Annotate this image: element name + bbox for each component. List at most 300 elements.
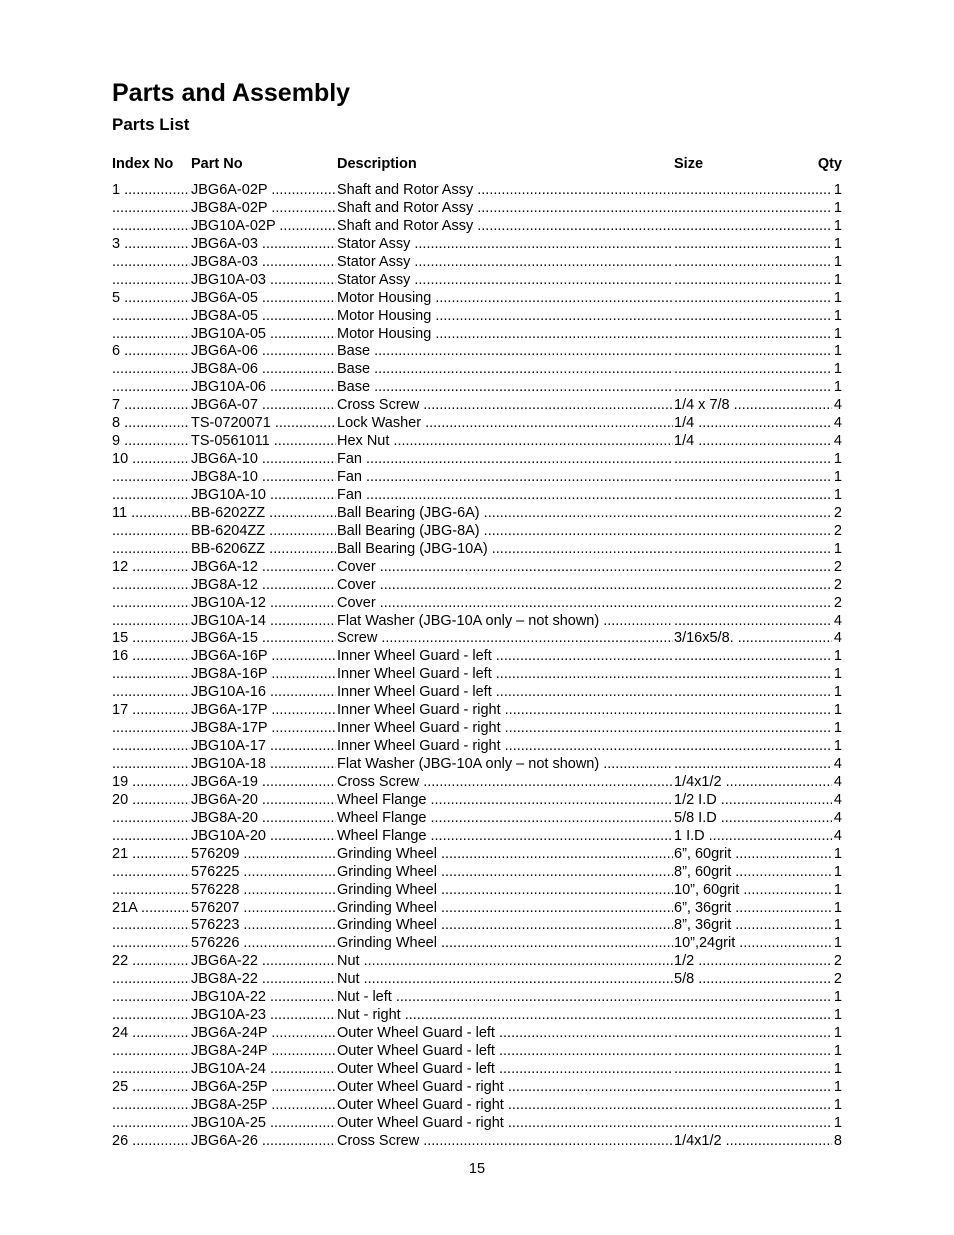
parts-row bbox=[112, 953, 842, 971]
parts-row bbox=[112, 1043, 842, 1061]
row-qty-cell: 4 bbox=[833, 397, 842, 414]
row-part-cell: JBG6A-03 ..... bbox=[191, 236, 336, 254]
row-qty-cell: 4 bbox=[833, 791, 842, 808]
row-description-cell: Shaft and Rotor Assy ..... bbox=[337, 182, 673, 200]
row-size-cell bbox=[674, 577, 832, 595]
row-qty-cell: 1 bbox=[833, 684, 842, 701]
row-description-cell: Outer Wheel Guard - right ..... bbox=[337, 1079, 673, 1097]
row-part-cell: BB-6204ZZ ..... bbox=[191, 523, 336, 541]
row-index-cell bbox=[112, 810, 190, 828]
row-description-cell: Nut ..... bbox=[337, 971, 673, 989]
row-description-cell: Inner Wheel Guard - left ..... bbox=[337, 684, 673, 702]
row-description-cell: Grinding Wheel ..... bbox=[337, 935, 673, 953]
row-size-cell bbox=[674, 1079, 832, 1097]
row-index-cell bbox=[112, 541, 190, 559]
row-qty-cell: 4 bbox=[833, 809, 842, 826]
parts-row bbox=[112, 218, 842, 236]
column-header-description: Description bbox=[337, 156, 417, 172]
row-part-cell: JBG6A-10 ..... bbox=[191, 451, 336, 469]
row-part-cell: JBG6A-05 ..... bbox=[191, 290, 336, 308]
row-size-cell bbox=[674, 666, 832, 684]
parts-row bbox=[112, 684, 842, 702]
row-qty-cell: 4 bbox=[833, 433, 842, 450]
row-part-cell: JBG6A-17P ..... bbox=[191, 702, 336, 720]
row-part-cell: JBG8A-12 ..... bbox=[191, 577, 336, 595]
row-qty-cell: 4 bbox=[833, 756, 842, 772]
row-qty-cell: 1 bbox=[833, 469, 842, 485]
row-qty-cell: 1 bbox=[833, 1114, 842, 1131]
row-part-cell: JBG10A-25 ..... bbox=[191, 1115, 336, 1133]
row-description-cell: Outer Wheel Guard - right ..... bbox=[337, 1115, 673, 1133]
row-part-cell: JBG10A-16 ..... bbox=[191, 684, 336, 702]
parts-row bbox=[112, 361, 842, 379]
parts-row bbox=[112, 882, 842, 900]
row-size-cell bbox=[674, 343, 832, 361]
row-qty-cell: 4 bbox=[833, 827, 842, 844]
page-title: Parts and Assembly bbox=[112, 79, 351, 107]
row-part-cell: JBG10A-22 ..... bbox=[191, 989, 336, 1007]
parts-row bbox=[112, 864, 842, 882]
row-part-cell: JBG8A-02P ..... bbox=[191, 200, 336, 218]
row-size-cell: 1 I.D ..... bbox=[674, 828, 832, 846]
row-qty-cell: 1 bbox=[833, 307, 842, 324]
parts-row bbox=[112, 451, 842, 469]
parts-row bbox=[112, 254, 842, 272]
row-description-cell: Flat Washer (JBG-10A only – not shown) ..... bbox=[337, 613, 673, 631]
parts-row bbox=[112, 900, 842, 918]
row-index-cell bbox=[112, 595, 190, 613]
row-description-cell: Nut ..... bbox=[337, 953, 673, 971]
row-description-cell: Grinding Wheel ..... bbox=[337, 864, 673, 882]
row-size-cell: 1/4 ..... bbox=[674, 433, 832, 451]
row-part-cell: JBG10A-02P ..... bbox=[191, 218, 336, 236]
row-part-cell: BB-6206ZZ ..... bbox=[191, 541, 336, 559]
row-qty-cell: 2 bbox=[833, 558, 842, 575]
row-index-cell bbox=[112, 935, 190, 953]
row-size-cell bbox=[674, 523, 832, 541]
parts-row bbox=[112, 666, 842, 684]
row-description-cell: Nut - left ..... bbox=[337, 989, 673, 1007]
row-size-cell: 1/4 x 7/8 ..... bbox=[674, 397, 832, 415]
row-size-cell bbox=[674, 379, 832, 397]
row-size-cell bbox=[674, 702, 832, 720]
row-index-cell bbox=[112, 361, 190, 379]
row-part-cell: JBG10A-14 ..... bbox=[191, 613, 336, 631]
column-header-size: Size bbox=[674, 156, 704, 172]
row-qty-cell: 1 bbox=[833, 379, 842, 396]
parts-row bbox=[112, 272, 842, 290]
row-part-cell: JBG10A-03 ..... bbox=[191, 272, 336, 290]
row-size-cell: 1/4 ..... bbox=[674, 415, 832, 433]
row-index-cell bbox=[112, 326, 190, 344]
row-index-cell bbox=[112, 1097, 190, 1115]
page-number: 15 bbox=[468, 1161, 486, 1177]
row-size-cell bbox=[674, 541, 832, 559]
row-index-cell bbox=[112, 613, 190, 631]
column-header-index: Index No bbox=[112, 156, 174, 172]
row-size-cell: 10”, 60grit ..... bbox=[674, 882, 832, 900]
row-qty-cell: 1 bbox=[833, 917, 842, 934]
row-part-cell: JBG6A-15 ..... bbox=[191, 630, 336, 648]
row-description-cell: Grinding Wheel ..... bbox=[337, 882, 673, 900]
row-size-cell bbox=[674, 1115, 832, 1133]
row-index-cell bbox=[112, 523, 190, 541]
row-qty-cell: 4 bbox=[833, 773, 842, 790]
row-size-cell: 10”,24grit ..... bbox=[674, 935, 832, 953]
row-description-cell: Cover ..... bbox=[337, 595, 673, 613]
row-size-cell bbox=[674, 559, 832, 577]
parts-row bbox=[112, 630, 842, 648]
row-description-cell: Wheel Flange ..... bbox=[337, 828, 673, 846]
row-description-cell: Outer Wheel Guard - left ..... bbox=[337, 1025, 673, 1043]
column-header-part: Part No bbox=[191, 156, 243, 172]
row-size-cell: 1/4x1/2 ..... bbox=[674, 1133, 832, 1151]
row-qty-cell: 1 bbox=[833, 289, 842, 306]
row-part-cell: JBG8A-25P ..... bbox=[191, 1097, 336, 1115]
parts-row bbox=[112, 505, 842, 523]
row-index-cell: 24 ..... bbox=[112, 1025, 190, 1043]
row-description-cell: Inner Wheel Guard - right ..... bbox=[337, 702, 673, 720]
row-index-cell bbox=[112, 828, 190, 846]
parts-row bbox=[112, 1007, 842, 1025]
row-qty-cell: 8 bbox=[833, 1132, 842, 1149]
row-part-cell: JBG6A-19 ..... bbox=[191, 774, 336, 792]
row-size-cell bbox=[674, 989, 832, 1007]
row-part-cell: JBG10A-20 ..... bbox=[191, 828, 336, 846]
row-qty-cell: 1 bbox=[833, 182, 842, 198]
row-qty-cell: 2 bbox=[833, 522, 842, 539]
row-description-cell: Inner Wheel Guard - right ..... bbox=[337, 720, 673, 738]
row-qty-cell: 1 bbox=[833, 935, 842, 952]
row-part-cell: JBG10A-06 ..... bbox=[191, 379, 336, 397]
row-index-cell bbox=[112, 218, 190, 236]
row-description-cell: Fan ..... bbox=[337, 469, 673, 487]
row-description-cell: Inner Wheel Guard - left ..... bbox=[337, 648, 673, 666]
parts-row bbox=[112, 182, 842, 200]
row-index-cell bbox=[112, 308, 190, 326]
parts-row bbox=[112, 1079, 842, 1097]
row-part-cell: JBG10A-23 ..... bbox=[191, 1007, 336, 1025]
row-size-cell: 1/4x1/2 ..... bbox=[674, 774, 832, 792]
row-description-cell: Wheel Flange ..... bbox=[337, 792, 673, 810]
row-description-cell: Motor Housing ..... bbox=[337, 308, 673, 326]
row-part-cell: TS-0720071 ..... bbox=[191, 415, 336, 433]
section-subtitle: Parts List bbox=[112, 115, 190, 134]
row-description-cell: Motor Housing ..... bbox=[337, 290, 673, 308]
row-qty-cell: 1 bbox=[833, 540, 842, 557]
parts-row bbox=[112, 595, 842, 613]
row-size-cell bbox=[674, 200, 832, 218]
row-index-cell bbox=[112, 971, 190, 989]
row-index-cell: 5 ..... bbox=[112, 290, 190, 308]
row-index-cell bbox=[112, 917, 190, 935]
row-qty-cell: 2 bbox=[833, 953, 842, 970]
row-qty-cell: 1 bbox=[833, 881, 842, 898]
parts-row bbox=[112, 343, 842, 361]
row-part-cell: JBG8A-17P ..... bbox=[191, 720, 336, 738]
row-index-cell bbox=[112, 684, 190, 702]
row-qty-cell: 2 bbox=[833, 576, 842, 593]
row-qty-cell: 1 bbox=[833, 720, 842, 737]
row-size-cell bbox=[674, 451, 832, 469]
row-part-cell: JBG8A-22 ..... bbox=[191, 971, 336, 989]
row-size-cell bbox=[674, 236, 832, 254]
row-index-cell bbox=[112, 487, 190, 505]
row-description-cell: Ball Bearing (JBG-10A) ..... bbox=[337, 541, 673, 559]
row-description-cell: Cover ..... bbox=[337, 559, 673, 577]
row-size-cell bbox=[674, 272, 832, 290]
row-description-cell: Flat Washer (JBG-10A only – not shown) ..... bbox=[337, 756, 673, 774]
parts-row bbox=[112, 577, 842, 595]
row-size-cell bbox=[674, 613, 832, 631]
row-description-cell: Motor Housing ..... bbox=[337, 326, 673, 344]
row-size-cell: 5/8 I.D ..... bbox=[674, 810, 832, 828]
row-part-cell: 576209 ..... bbox=[191, 846, 336, 864]
row-size-cell bbox=[674, 1025, 832, 1043]
row-index-cell: 10 ..... bbox=[112, 451, 190, 469]
parts-row bbox=[112, 917, 842, 935]
row-part-cell: JBG6A-07 ..... bbox=[191, 397, 336, 415]
parts-row bbox=[112, 541, 842, 559]
row-qty-cell: 1 bbox=[833, 235, 842, 252]
row-index-cell: 3 ..... bbox=[112, 236, 190, 254]
row-qty-cell: 4 bbox=[833, 612, 842, 629]
row-index-cell: 17 ..... bbox=[112, 702, 190, 720]
row-part-cell: JBG6A-16P ..... bbox=[191, 648, 336, 666]
row-description-cell: Lock Washer ..... bbox=[337, 415, 673, 433]
row-description-cell: Wheel Flange ..... bbox=[337, 810, 673, 828]
row-size-cell bbox=[674, 1061, 832, 1079]
row-description-cell: Ball Bearing (JBG-6A) ..... bbox=[337, 505, 673, 523]
row-index-cell bbox=[112, 469, 190, 487]
parts-row bbox=[112, 1115, 842, 1133]
row-description-cell: Inner Wheel Guard - right ..... bbox=[337, 738, 673, 756]
row-part-cell: 576223 ..... bbox=[191, 917, 336, 935]
parts-row bbox=[112, 792, 842, 810]
row-description-cell: Outer Wheel Guard - right ..... bbox=[337, 1097, 673, 1115]
row-size-cell bbox=[674, 684, 832, 702]
row-part-cell: JBG8A-05 ..... bbox=[191, 308, 336, 326]
row-qty-cell: 1 bbox=[833, 702, 842, 719]
row-size-cell: 8”, 36grit ..... bbox=[674, 917, 832, 935]
row-part-cell: JBG6A-06 ..... bbox=[191, 343, 336, 361]
row-qty-cell: 2 bbox=[833, 504, 842, 521]
row-size-cell bbox=[674, 505, 832, 523]
row-size-cell: 6”, 60grit ..... bbox=[674, 846, 832, 864]
row-size-cell bbox=[674, 326, 832, 344]
row-index-cell bbox=[112, 756, 190, 774]
parts-row bbox=[112, 846, 842, 864]
parts-row bbox=[112, 1097, 842, 1115]
parts-row bbox=[112, 433, 842, 451]
row-index-cell bbox=[112, 254, 190, 272]
row-part-cell: JBG8A-06 ..... bbox=[191, 361, 336, 379]
parts-row bbox=[112, 308, 842, 326]
row-part-cell: BB-6202ZZ ..... bbox=[191, 505, 336, 523]
row-part-cell: JBG8A-03 ..... bbox=[191, 254, 336, 272]
parts-row bbox=[112, 1061, 842, 1079]
parts-row bbox=[112, 1025, 842, 1043]
row-qty-cell: 4 bbox=[833, 630, 842, 647]
parts-row bbox=[112, 397, 842, 415]
row-description-cell: Outer Wheel Guard - left ..... bbox=[337, 1043, 673, 1061]
parts-row bbox=[112, 702, 842, 720]
row-qty-cell: 1 bbox=[833, 845, 842, 862]
parts-row bbox=[112, 415, 842, 433]
row-description-cell: Inner Wheel Guard - left ..... bbox=[337, 666, 673, 684]
row-part-cell: JBG8A-24P ..... bbox=[191, 1043, 336, 1061]
row-qty-cell: 1 bbox=[833, 325, 842, 342]
row-description-cell: Nut - right ..... bbox=[337, 1007, 673, 1025]
row-index-cell bbox=[112, 720, 190, 738]
row-index-cell: 26 ..... bbox=[112, 1133, 190, 1151]
row-description-cell: Base ..... bbox=[337, 361, 673, 379]
row-qty-cell: 1 bbox=[833, 217, 842, 234]
row-index-cell bbox=[112, 989, 190, 1007]
row-index-cell bbox=[112, 1115, 190, 1133]
row-size-cell bbox=[674, 1097, 832, 1115]
row-index-cell: 15 ..... bbox=[112, 630, 190, 648]
row-index-cell: 25 ..... bbox=[112, 1079, 190, 1097]
row-qty-cell: 1 bbox=[833, 486, 842, 503]
row-description-cell: Cover ..... bbox=[337, 577, 673, 595]
row-part-cell: 576226 ..... bbox=[191, 935, 336, 953]
row-index-cell: 12 ..... bbox=[112, 559, 190, 577]
row-description-cell: Base ..... bbox=[337, 343, 673, 361]
row-index-cell bbox=[112, 1043, 190, 1061]
parts-row bbox=[112, 487, 842, 505]
row-description-cell: Cross Screw ..... bbox=[337, 774, 673, 792]
parts-row bbox=[112, 1133, 842, 1151]
row-part-cell: JBG6A-24P ..... bbox=[191, 1025, 336, 1043]
row-qty-cell: 1 bbox=[833, 1007, 842, 1024]
row-part-cell: JBG6A-20 ..... bbox=[191, 792, 336, 810]
row-qty-cell: 1 bbox=[833, 253, 842, 270]
row-index-cell bbox=[112, 200, 190, 218]
column-header-qty: Qty bbox=[817, 156, 842, 172]
parts-row bbox=[112, 720, 842, 738]
row-size-cell: 8”, 60grit ..... bbox=[674, 864, 832, 882]
row-description-cell: Grinding Wheel ..... bbox=[337, 917, 673, 935]
row-description-cell: Stator Assy ..... bbox=[337, 254, 673, 272]
row-index-cell: 20 ..... bbox=[112, 792, 190, 810]
row-index-cell bbox=[112, 379, 190, 397]
row-index-cell bbox=[112, 577, 190, 595]
row-size-cell: 1/2 ..... bbox=[674, 953, 832, 971]
row-description-cell: Grinding Wheel ..... bbox=[337, 846, 673, 864]
row-part-cell: JBG8A-16P ..... bbox=[191, 666, 336, 684]
row-index-cell bbox=[112, 738, 190, 756]
row-index-cell bbox=[112, 864, 190, 882]
row-index-cell: 8 ..... bbox=[112, 415, 190, 433]
row-size-cell bbox=[674, 469, 832, 487]
row-index-cell: 21 ..... bbox=[112, 846, 190, 864]
row-size-cell: 6”, 36grit ..... bbox=[674, 900, 832, 918]
row-description-cell: Fan ..... bbox=[337, 487, 673, 505]
row-description-cell: Screw ..... bbox=[337, 630, 673, 648]
row-part-cell: 576207 ..... bbox=[191, 900, 336, 918]
parts-list bbox=[112, 182, 842, 1151]
row-part-cell: JBG6A-26 ..... bbox=[191, 1133, 336, 1151]
row-part-cell: JBG10A-05 ..... bbox=[191, 326, 336, 344]
row-qty-cell: 1 bbox=[833, 863, 842, 880]
row-size-cell bbox=[674, 720, 832, 738]
row-description-cell: Stator Assy ..... bbox=[337, 272, 673, 290]
row-qty-cell: 2 bbox=[833, 971, 842, 988]
row-index-cell: 21A ..... bbox=[112, 900, 190, 918]
row-size-cell: 1/2 I.D ..... bbox=[674, 792, 832, 810]
row-qty-cell: 1 bbox=[833, 648, 842, 665]
row-index-cell: 19 ..... bbox=[112, 774, 190, 792]
parts-row bbox=[112, 379, 842, 397]
row-qty-cell: 1 bbox=[833, 271, 842, 288]
row-qty-cell: 1 bbox=[833, 199, 842, 216]
row-index-cell: 22 ..... bbox=[112, 953, 190, 971]
row-qty-cell: 1 bbox=[833, 738, 842, 755]
parts-row bbox=[112, 971, 842, 989]
row-size-cell bbox=[674, 1007, 832, 1025]
row-description-cell: Grinding Wheel ..... bbox=[337, 900, 673, 918]
parts-row bbox=[112, 738, 842, 756]
row-size-cell: 3/16x5/8. ..... bbox=[674, 630, 832, 648]
row-description-cell: Cross Screw ..... bbox=[337, 1133, 673, 1151]
row-size-cell bbox=[674, 487, 832, 505]
row-qty-cell: 1 bbox=[833, 1078, 842, 1095]
row-qty-cell: 1 bbox=[833, 989, 842, 1006]
row-size-cell bbox=[674, 290, 832, 308]
parts-row bbox=[112, 756, 842, 774]
parts-row bbox=[112, 200, 842, 218]
row-size-cell bbox=[674, 361, 832, 379]
row-qty-cell: 1 bbox=[833, 343, 842, 360]
row-index-cell bbox=[112, 1061, 190, 1079]
row-size-cell bbox=[674, 254, 832, 272]
row-index-cell bbox=[112, 666, 190, 684]
row-size-cell bbox=[674, 1043, 832, 1061]
parts-row bbox=[112, 828, 842, 846]
row-part-cell: JBG6A-22 ..... bbox=[191, 953, 336, 971]
row-index-cell bbox=[112, 1007, 190, 1025]
parts-row bbox=[112, 613, 842, 631]
row-description-cell: Cross Screw ..... bbox=[337, 397, 673, 415]
row-description-cell: Shaft and Rotor Assy ..... bbox=[337, 218, 673, 236]
row-description-cell: Ball Bearing (JBG-8A) ..... bbox=[337, 523, 673, 541]
row-description-cell: Hex Nut ..... bbox=[337, 433, 673, 451]
parts-row bbox=[112, 989, 842, 1007]
parts-row bbox=[112, 236, 842, 254]
row-size-cell bbox=[674, 648, 832, 666]
row-index-cell bbox=[112, 882, 190, 900]
row-index-cell: 1 ..... bbox=[112, 182, 190, 200]
row-part-cell: JBG10A-17 ..... bbox=[191, 738, 336, 756]
row-description-cell: Shaft and Rotor Assy ..... bbox=[337, 200, 673, 218]
row-part-cell: JBG8A-20 ..... bbox=[191, 810, 336, 828]
row-part-cell: JBG6A-12 ..... bbox=[191, 559, 336, 577]
row-index-cell bbox=[112, 272, 190, 290]
row-part-cell: JBG10A-12 ..... bbox=[191, 595, 336, 613]
row-part-cell: JBG6A-25P ..... bbox=[191, 1079, 336, 1097]
row-qty-cell: 1 bbox=[833, 899, 842, 916]
row-description-cell: Base ..... bbox=[337, 379, 673, 397]
row-size-cell bbox=[674, 738, 832, 756]
row-description-cell: Stator Assy ..... bbox=[337, 236, 673, 254]
row-qty-cell: 1 bbox=[833, 361, 842, 378]
parts-row bbox=[112, 469, 842, 487]
row-qty-cell: 4 bbox=[833, 415, 842, 432]
row-index-cell: 6 ..... bbox=[112, 343, 190, 361]
parts-row bbox=[112, 523, 842, 541]
row-index-cell: 11 ..... bbox=[112, 505, 190, 523]
